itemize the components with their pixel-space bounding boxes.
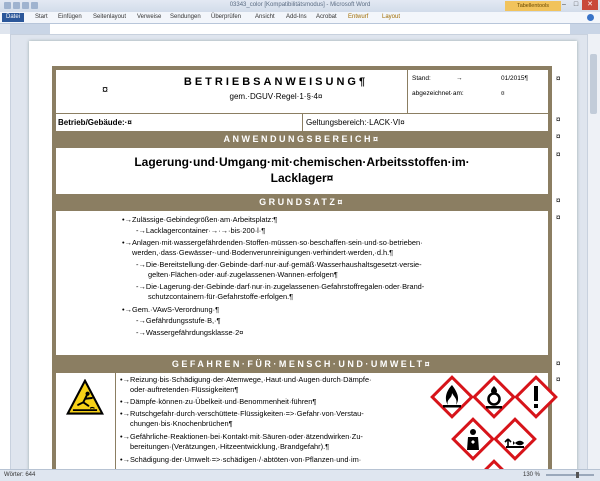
tab-layout[interactable]: Layout (382, 14, 401, 20)
row-end-mark: ¤ (556, 213, 561, 222)
list-item: werden,·dass·Gewässer-·und·Bodenverunreinigungen·verhindert·werden,·d.h.¶ (132, 248, 394, 257)
form-subtitle[interactable]: gem.·DGUV·Regel·1·§·4¤ (229, 92, 323, 101)
row-end-mark: ¤ (556, 115, 561, 124)
list-item: •→Dämpfe·können·zu·Übelkeit·und·Benommenheit·führen¶ (120, 397, 317, 406)
list-item: •→Gem.·VAwS-Verordnung·¶ (122, 305, 220, 314)
logo-cell-mark[interactable]: ¤ (102, 84, 109, 96)
tab-verweise[interactable]: Verweise (137, 14, 162, 20)
list-item: bereitungen·(Verätzungen,·Hitzeentwicklung,·Brandgefahr).¶ (130, 442, 330, 451)
list-item: •→Gefährliche·Reaktionen·bei·Kontakt·mit·Säuren·oder·ätzendwirken·Zu- (120, 432, 363, 441)
ghs-oxidizer-icon (472, 375, 516, 419)
maximize-button[interactable]: □ (573, 1, 579, 8)
signed-value[interactable]: ¤ (501, 90, 505, 97)
list-item: -→Lacklagercontainer·→·→·bis·200·l·¶ (136, 226, 266, 235)
zoom-level[interactable]: 130 % (522, 472, 540, 478)
help-icon[interactable] (587, 14, 594, 21)
list-item: •→Anlagen·mit·wassergefährdenden·Stoffen·müssen·so·beschaffen·sein·und·so·betrieben· (122, 238, 423, 247)
tab-entwurf[interactable]: Entwurf (348, 14, 369, 20)
row-end-mark: ¤ (556, 150, 561, 159)
title-bar (0, 0, 600, 12)
tab-start[interactable]: Start (35, 14, 48, 20)
grundsatz-cell[interactable] (56, 211, 548, 355)
zoom-slider[interactable] (546, 474, 594, 476)
contextual-group-label: Tabellentools (505, 1, 561, 11)
betrieb-cell[interactable] (56, 114, 302, 131)
list-item: •→Reizung·bis·Schädigung·der·Atemwege,·Haut·und·Augen·durch·Dämpfe· (120, 375, 372, 384)
list-item: oder·auftretenden·Flüssigkeiten¶ (130, 385, 239, 394)
ghs-environment-icon (493, 417, 537, 461)
betrieb-label: Betrieb/Gebäude:·¤ (58, 118, 132, 127)
list-item: •→Rutschgefahr·durch·verschüttete·Flüssigkeiten·=>·Gefahr·von·Verstau- (120, 409, 364, 418)
list-item: -→Die·Bereitstellung·der·Gebinde·darf·nur·auf·gemäß·Wasserhaushaltsgesetzt·versie- (136, 260, 422, 269)
tab-ansicht[interactable]: Ansicht (255, 14, 275, 20)
section-heading-grundsatz: GRUNDSATZ¤ (56, 196, 548, 209)
geltung-label: Geltungsbereich:·LACK·VI¤ (306, 118, 405, 127)
geltung-cell[interactable] (303, 114, 548, 131)
ghs-flame-icon (430, 375, 474, 419)
slip-warning-icon (64, 379, 106, 417)
header-row: ¤ BETRIEBSANWEISUNG¶ gem.·DGUV·Regel·1·§·4¤ Stand: → 01/2015¶ abgezeichnet·am: ¤ (56, 70, 548, 113)
row-end-mark: ¤ (556, 132, 561, 141)
section-heading-anwendungsbereich: ANWENDUNGSBEREICH¤ (56, 133, 548, 146)
scrollbar-thumb[interactable] (590, 54, 597, 114)
form-title[interactable]: BETRIEBSANWEISUNG¶ (183, 76, 369, 88)
ghs-exclamation-icon (514, 375, 561, 419)
word-count[interactable]: Wörter: 644 (4, 472, 36, 478)
stand-value[interactable]: 01/2015¶ (501, 75, 528, 82)
ghs-health-hazard-icon (451, 417, 495, 461)
tab-datei[interactable]: Datei (2, 13, 24, 22)
tab-seitenlayout[interactable]: Seitenlayout (93, 14, 127, 20)
list-item: -→Wassergefährdungsklasse·2¤ (136, 328, 244, 337)
horizontal-ruler[interactable] (10, 24, 600, 35)
tab-ueberpruefen[interactable]: Überprüfen (211, 14, 242, 20)
operating-instruction-form (52, 66, 552, 469)
list-item: •→Zulässige·Gebindegrößen·am·Arbeitsplatz:¶ (122, 215, 278, 224)
row-end-mark: ¤ (556, 375, 561, 384)
minimize-button[interactable]: – (562, 1, 566, 8)
main-title-line-1: Lagerung·und·Umgang·mit·chemischen·Arbeitsstoffen·im· (134, 155, 470, 169)
tab-sendungen[interactable]: Sendungen (170, 14, 201, 20)
ghs-corrosive-icon (472, 459, 516, 469)
main-title-cell[interactable] (56, 148, 548, 194)
list-item: •→Schädigung·der·Umwelt·=>·schädigen·/·abtöten·von·Pflanzen·und·im· (120, 455, 362, 464)
document-page[interactable] (29, 41, 577, 469)
signed-label: abgezeichnet·am: (412, 90, 464, 97)
vertical-ruler[interactable] (0, 34, 11, 469)
window-title: 03343_color [Kompatibilitätsmodus] - Microsoft Word (229, 2, 371, 8)
tab-einfuegen[interactable]: Einfügen (58, 14, 82, 20)
warning-sign-cell (56, 373, 115, 469)
zoom-slider-knob[interactable] (576, 472, 579, 478)
row-end-mark: ¤ (556, 74, 561, 83)
row-end-mark: ¤ (556, 196, 561, 205)
row-end-mark: ¤ (556, 359, 561, 368)
list-item: chungen·bis·Knochenbrüchen¶ (130, 419, 233, 428)
list-item: schutzcontainern·für·Gefahrstoffe·erfolgen.¶ (148, 292, 294, 301)
tab-acrobat[interactable]: Acrobat (316, 14, 337, 20)
close-button[interactable]: ✕ (582, 0, 598, 10)
tab-add-ins[interactable]: Add-Ins (286, 14, 307, 20)
document-area (11, 35, 588, 469)
status-bar (0, 469, 600, 481)
list-item: -→Gefährdungsstufe·B,·¶ (136, 316, 221, 325)
list-item: -→Die·Lagerung·der·Gebinde·darf·nur·in·zugelassenen·Gefahrstoffregalen·oder·Brand- (136, 282, 425, 291)
section-heading-gefahren: GEFAHREN·FÜR·MENSCH·UND·UMWELT¤ (56, 358, 548, 371)
vertical-scrollbar[interactable] (587, 34, 600, 469)
ribbon-tabs (0, 12, 600, 24)
list-item: gelten·Flächen·oder·auf·zugelassenen·Wannen·erfolgen¶ (148, 270, 338, 279)
stand-label: Stand: (412, 75, 431, 82)
main-title-line-2: Lacklager¤ (270, 171, 334, 185)
gefahren-cell[interactable] (116, 373, 548, 469)
